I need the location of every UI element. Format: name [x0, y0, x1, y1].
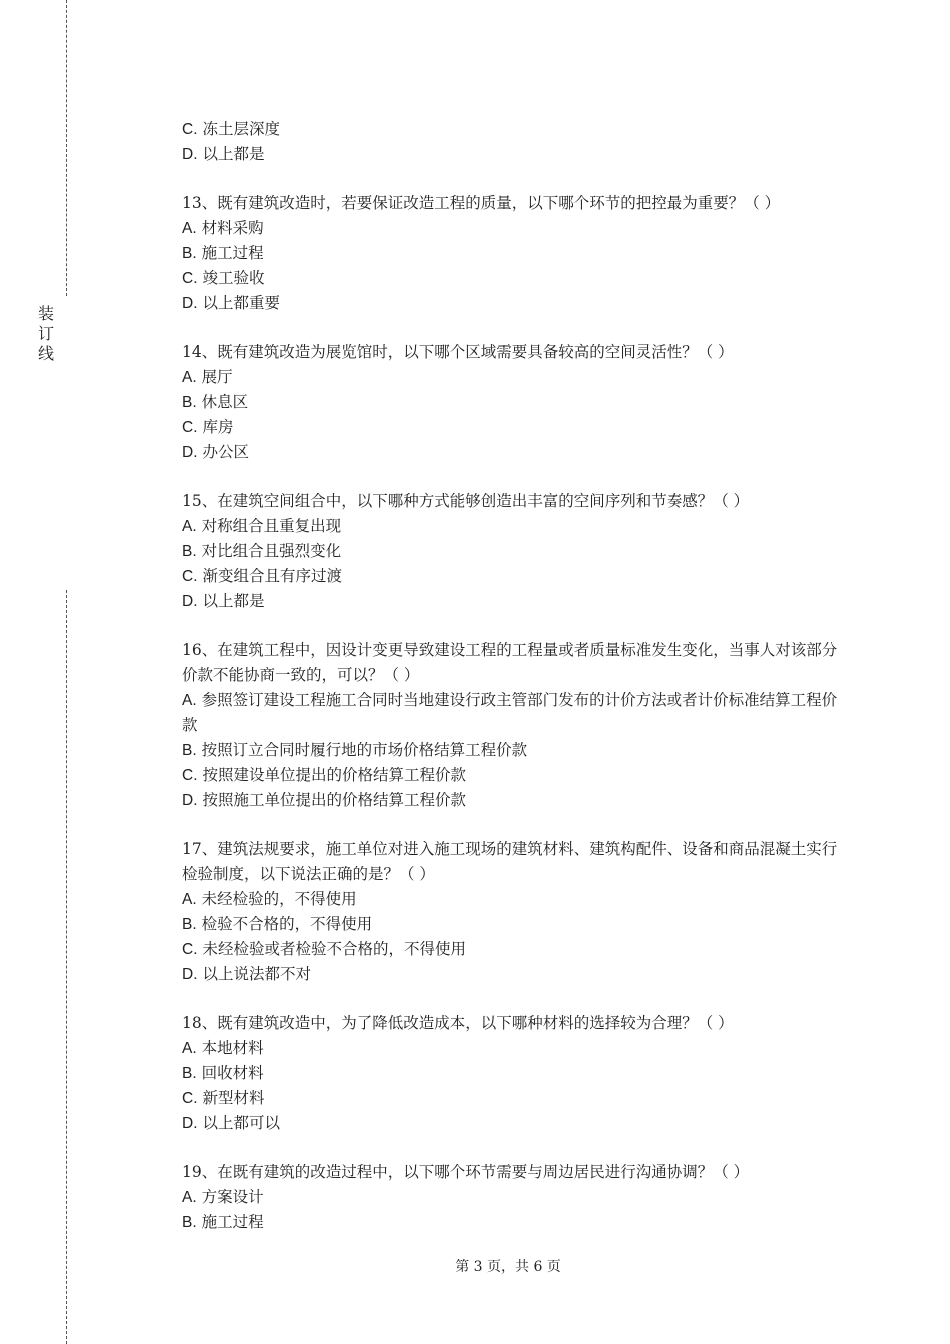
option-line — [182, 1036, 842, 1061]
option-line — [182, 291, 842, 316]
option-letter: A. — [182, 1189, 197, 1206]
question-17 — [182, 837, 842, 987]
option-letter: D. — [182, 593, 198, 610]
option-text: 对称组合且重复出现 — [201, 517, 342, 535]
option-text: 冻土层深度 — [202, 120, 280, 138]
question-14 — [182, 340, 842, 465]
option-line — [182, 688, 842, 738]
option-letter: B. — [182, 742, 197, 759]
binding-label-char: 装 — [37, 304, 54, 323]
option-letter: B. — [182, 1214, 197, 1231]
option-text: 对比组合且强烈变化 — [201, 542, 342, 560]
option-text: 按照建设单位提出的价格结算工程价款 — [202, 766, 466, 784]
option-letter: D. — [182, 792, 198, 809]
option-letter: A. — [182, 1040, 197, 1057]
option-line — [182, 440, 842, 465]
option-line — [182, 738, 842, 763]
option-line — [182, 564, 842, 589]
option-line — [182, 117, 842, 142]
option-text: 以上都是 — [202, 145, 265, 163]
option-letter: B. — [182, 543, 197, 560]
option-text: 新型材料 — [202, 1089, 265, 1107]
option-letter: D. — [182, 444, 198, 461]
question-stem: 14、既有建筑改造为展览馆时，以下哪个区域需要具备较高的空间灵活性？（ ） — [182, 343, 734, 361]
option-letter: C. — [182, 568, 198, 585]
question-stem: 17、建筑法规要求，施工单位对进入施工现场的建筑材料、建筑构配件、设备和商品混凝土实行检验制度，以下说法正确的是？（ ） — [182, 840, 838, 883]
option-letter: D. — [182, 146, 198, 163]
question-18 — [182, 1011, 842, 1136]
option-text: 回收材料 — [201, 1064, 264, 1082]
option-letter: D. — [182, 295, 198, 312]
question-13 — [182, 191, 842, 316]
option-letter: C. — [182, 270, 198, 287]
option-letter: A. — [182, 518, 197, 535]
option-line — [182, 216, 842, 241]
option-letter: A. — [182, 891, 197, 908]
option-line — [182, 539, 842, 564]
option-line — [182, 912, 842, 937]
option-line — [182, 365, 842, 390]
option-text: 未经检验的，不得使用 — [201, 890, 357, 908]
option-text: 以上都可以 — [202, 1114, 280, 1132]
question-15 — [182, 489, 842, 614]
option-line — [182, 241, 842, 266]
binding-line-bottom — [66, 590, 67, 1344]
option-line — [182, 937, 842, 962]
option-line — [182, 1185, 842, 1210]
question-stem: 19、在既有建筑的改造过程中，以下哪个环节需要与周边居民进行沟通协调？（ ） — [182, 1163, 750, 1181]
option-line — [182, 887, 842, 912]
option-text: 展厅 — [201, 368, 233, 386]
partial-question — [182, 117, 842, 167]
option-text: 休息区 — [201, 393, 249, 411]
option-letter: B. — [182, 245, 197, 262]
question-stem: 13、既有建筑改造时，若要保证改造工程的质量，以下哪个环节的把控最为重要？（ ） — [182, 194, 781, 212]
option-text: 以上都是 — [202, 592, 265, 610]
option-text: 材料采购 — [201, 219, 264, 237]
option-letter: A. — [182, 220, 197, 237]
option-text: 渐变组合且有序过渡 — [202, 567, 342, 585]
option-line — [182, 1061, 842, 1086]
question-stem: 16、在建筑工程中，因设计变更导致建设工程的工程量或者质量标准发生变化，当事人对该部分价款不能协商一致的，可以？（ ） — [182, 641, 838, 684]
exam-content — [182, 117, 842, 1235]
option-letter: C. — [182, 121, 198, 138]
option-line — [182, 266, 842, 291]
binding-label — [36, 304, 56, 364]
option-line — [182, 415, 842, 440]
option-letter: B. — [182, 1065, 197, 1082]
option-text: 施工过程 — [201, 1213, 264, 1231]
option-text: 未经检验或者检验不合格的，不得使用 — [202, 940, 466, 958]
option-line — [182, 962, 842, 987]
option-text: 施工过程 — [201, 244, 264, 262]
option-line — [182, 1210, 842, 1235]
option-line — [182, 788, 842, 813]
option-line — [182, 589, 842, 614]
question-stem: 15、在建筑空间组合中，以下哪种方式能够创造出丰富的空间序列和节奏感？（ ） — [182, 492, 750, 510]
page-footer: 第 3 页，共 6 页 — [455, 1259, 561, 1275]
option-text: 检验不合格的，不得使用 — [201, 915, 373, 933]
binding-label-char: 订 — [37, 324, 54, 343]
option-letter: B. — [182, 916, 197, 933]
binding-label-char: 线 — [37, 344, 54, 363]
option-text: 方案设计 — [201, 1188, 264, 1206]
option-text: 办公区 — [202, 443, 249, 461]
option-text: 以上说法都不对 — [202, 965, 311, 983]
option-line — [182, 514, 842, 539]
option-letter: C. — [182, 767, 198, 784]
question-stem: 18、既有建筑改造中，为了降低改造成本，以下哪种材料的选择较为合理？（ ） — [182, 1014, 734, 1032]
question-19 — [182, 1160, 842, 1235]
option-text: 以上都重要 — [202, 294, 280, 312]
option-text: 按照施工单位提出的价格结算工程价款 — [202, 791, 466, 809]
option-text: 参照签订建设工程施工合同时当地建设行政主管部门发布的计价方法或者计价标准结算工程价款 — [182, 691, 838, 734]
option-letter: B. — [182, 394, 197, 411]
option-line — [182, 390, 842, 415]
option-line — [182, 142, 842, 167]
option-letter: A. — [182, 692, 197, 709]
option-text: 按照订立合同时履行地的市场价格结算工程价款 — [201, 741, 528, 759]
option-letter: C. — [182, 1090, 198, 1107]
option-letter: D. — [182, 1115, 198, 1132]
question-16 — [182, 638, 842, 813]
binding-line-top — [66, 0, 67, 296]
option-line — [182, 763, 842, 788]
option-letter: C. — [182, 419, 198, 436]
option-text: 本地材料 — [201, 1039, 264, 1057]
option-line — [182, 1086, 842, 1111]
option-line — [182, 1111, 842, 1136]
option-letter: D. — [182, 966, 198, 983]
option-text: 库房 — [202, 418, 234, 436]
option-text: 竣工验收 — [202, 269, 265, 287]
option-letter: A. — [182, 369, 197, 386]
option-letter: C. — [182, 941, 198, 958]
